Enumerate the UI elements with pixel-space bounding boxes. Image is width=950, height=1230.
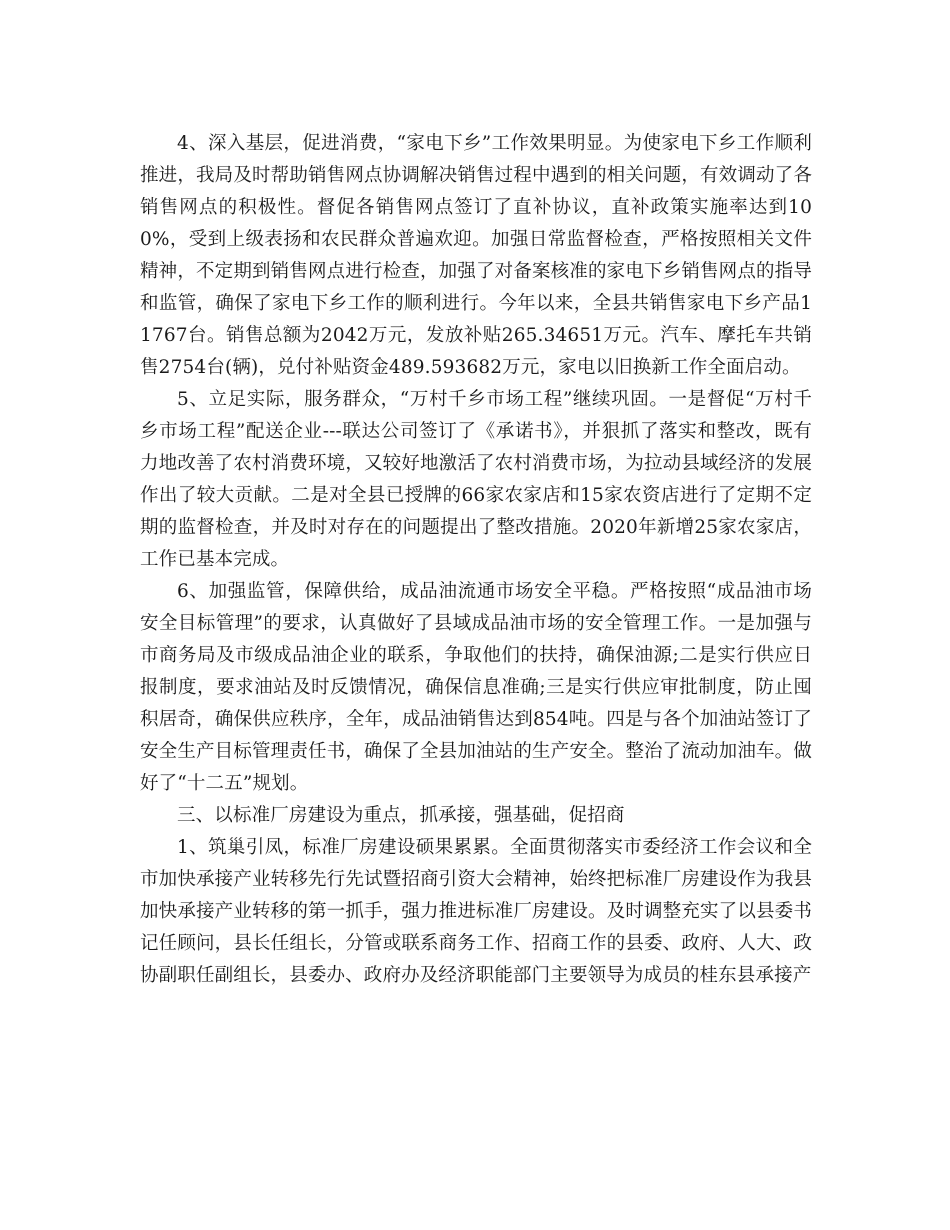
- section-heading-standard-factory: 三、以标准厂房建设为重点，抓承接，强基础，促招商: [177, 805, 625, 826]
- paragraph-rural-market-project: 5、立足实际，服务群众，“万村千乡市场工程”继续巩固。一是督促“万村千乡市场工程”配送企业---联达公司签订了《承诺书》，并狠抓了落实和整改，既有力地改善了农村消费环境，又较好地激活了农村消费市场，为拉动县域经济的发展作出了较大贡献。二是对全县已授牌的66家农家店和15家农资店进行了定期不定期的监督检查，并及时对存在的问题提出了整改措施。2020年新增25家农家店，工作已基本完成。: [140, 389, 812, 570]
- paragraph-refined-oil-market: 6、加强监管，保障供给，成品油流通市场安全平稳。严格按照“成品油市场安全目标管理”的要求，认真做好了县域成品油市场的安全管理工作。一是加强与市商务局及市级成品油企业的联系，争取他们的扶持，确保油源;二是实行供应日报制度，要求油站及时反馈情况，确保信息准确;三是实行供应审批制度，防止囤积居奇，确保供应秩序，全年，成品油销售达到854吨。四是与各个加油站签订了安全生产目标管理责任书，确保了全县加油站的生产安全。整治了流动加油车。做好了“十二五”规划。: [140, 581, 812, 794]
- paragraph-factory-construction: 1、筑巢引凤，标准厂房建设硕果累累。全面贯彻落实市委经济工作会议和全市加快承接产业转移先行先试暨招商引资大会精神，始终把标准厂房建设作为我县加快承接产业转移的第一抓手，强力推进标准厂房建设。及时调整充实了以县委书记任顾问，县长任组长，分管或联系商务工作、招商工作的县委、政府、人大、政协副职任副组长，县委办、政府办及经济职能部门主要领导为成员的桂东县承接产: [140, 837, 812, 986]
- paragraph-home-appliances: 4、深入基层，促进消费，“家电下乡”工作效果明显。为使家电下乡工作顺利推进，我局及时帮助销售网点协调解决销售过程中遇到的相关问题，有效调动了各销售网点的积极性。督促各销售网点签订了直补协议，直补政策实施率达到100%，受到上级表扬和农民群众普遍欢迎。加强日常监督检查，严格按照相关文件精神，不定期到销售网点进行检查，加强了对备案核准的家电下乡销售网点的指导和监管，确保了家电下乡工作的顺利进行。今年以来，全县共销售家电下乡产品11767台。销售总额为2042万元，发放补贴265.34651万元。汽车、摩托车共销售2754台(辆)，兑付补贴资金489.593682万元，家电以旧换新工作全面启动。: [140, 133, 812, 378]
- document-body: [140, 128, 812, 992]
